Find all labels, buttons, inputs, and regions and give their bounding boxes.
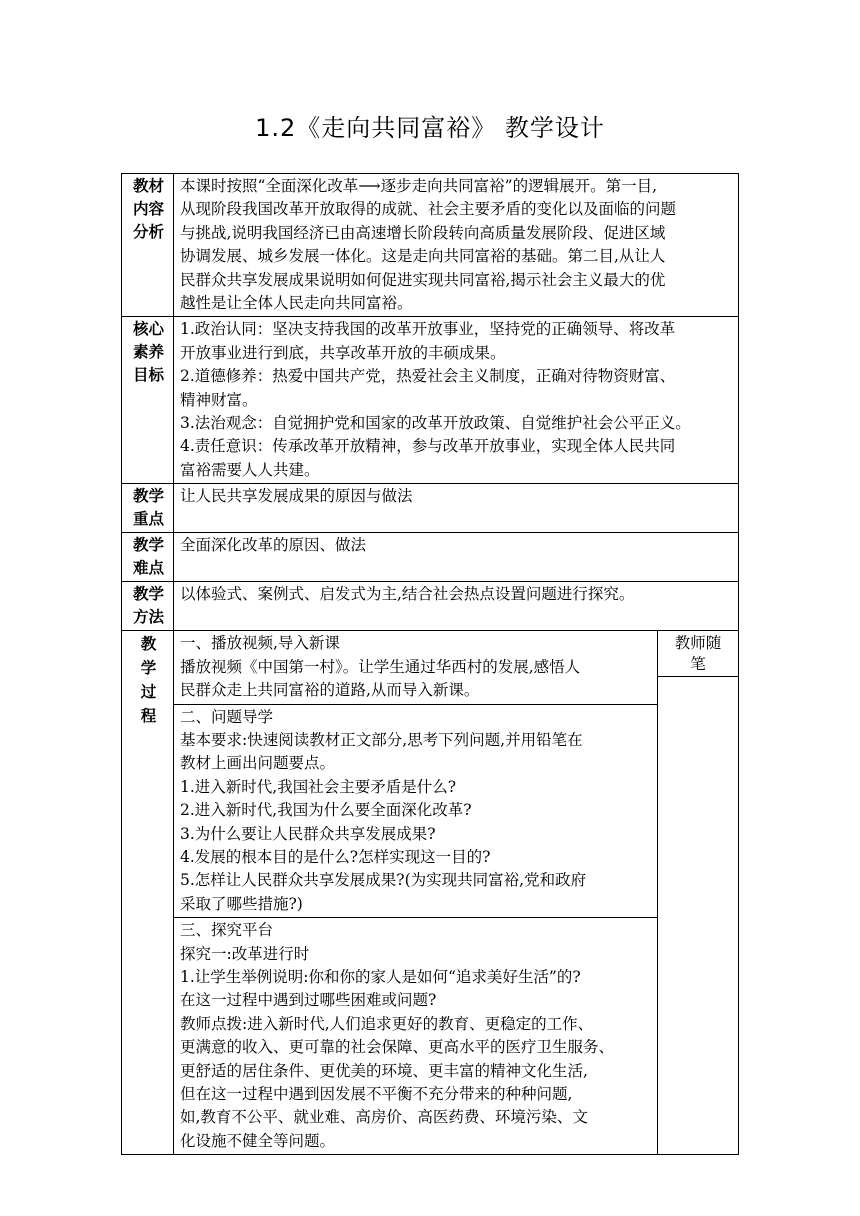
text-line: 2.进入新时代,我国为什么要全面深化改革?	[180, 801, 472, 820]
row-core-goals	[122, 317, 739, 484]
row-process-1	[122, 631, 739, 704]
text-line: 3.法治观念：自觉拥护党和国家的改革开放政策、自觉维护社会公平正义。	[180, 414, 691, 433]
text-line: 化设施不健全等问题。	[180, 1131, 336, 1150]
label-process	[122, 631, 174, 1155]
core-goals-content	[174, 317, 739, 484]
text-line: 1.进入新时代,我国社会主要矛盾是什么?	[180, 777, 457, 796]
label-line: 素养	[132, 343, 164, 362]
label-line: 难点	[132, 559, 164, 578]
label-core-goals	[122, 317, 174, 484]
label-line: 方法	[132, 608, 164, 627]
text-line: 与挑战,说明我国经济已由高速增长阶段转向高质量发展阶段、促进区域	[180, 223, 666, 242]
row-process-3	[122, 918, 739, 1155]
text-line: 二、问题导学	[180, 707, 274, 726]
row-textbook-analysis	[122, 174, 739, 317]
text-line: 5.怎样让人民群众共享发展成果?(为实现共同富裕,党和政府	[180, 871, 587, 890]
key-point-content: 让人民共享发展成果的原因与做法	[174, 484, 739, 533]
process-section-exploration	[174, 918, 658, 1155]
text-line: 三、探究平台	[180, 921, 274, 940]
label-line: 过	[140, 683, 157, 702]
row-process-2	[122, 704, 739, 918]
text-line: 在这一过程中遇到过哪些困难或问题?	[180, 991, 437, 1010]
page-title: 1.2《走向共同富裕》 教学设计	[255, 114, 605, 142]
text-line: 民群众走上共同富裕的道路,从而导入新课。	[180, 681, 480, 700]
text-line: 4.发展的根本目的是什么?怎样实现这一目的?	[180, 847, 491, 866]
label-line: 学	[140, 659, 157, 678]
teacher-notes-column	[658, 631, 739, 1155]
row-key-point	[122, 484, 739, 533]
text-line: 更舒适的居住条件、更优美的环境、更丰富的精神文化生活,	[180, 1061, 588, 1080]
text-line: 民群众共享发展成果说明如何促进实现共同富裕,揭示社会主义最大的优	[180, 270, 666, 289]
notes-label-line: 笔	[690, 655, 706, 674]
label-key-point	[122, 484, 174, 533]
text-line: 采取了哪些措施?)	[180, 894, 303, 913]
process-section-questions	[174, 704, 658, 918]
label-method	[122, 582, 174, 631]
text-line: 3.为什么要让人民群众共享发展成果?	[180, 824, 436, 843]
label-line: 教学	[132, 536, 164, 555]
row-difficulty	[122, 533, 739, 582]
text-line: 协调发展、城乡发展一体化。这是走向共同富裕的基础。第二目,从让人	[180, 247, 666, 266]
method-content: 以体验式、案例式、启发式为主,结合社会热点设置问题进行探究。	[174, 582, 739, 631]
text-line: 本课时按照“全面深化改革⟶逐步走向共同富裕”的逻辑展开。第一目,	[180, 177, 657, 195]
text-line: 越性是让全体人民走向共同富裕。	[180, 294, 413, 313]
text-line: 如,教育不公平、就业难、高房价、高医药费、环境污染、文	[180, 1108, 588, 1127]
text-line: 但在这一过程中遇到因发展不平衡不充分带来的种种问题,	[180, 1085, 573, 1103]
label-line: 目标	[132, 366, 164, 385]
label-line: 重点	[132, 510, 164, 529]
text-line: 4.责任意识：传承改革开放精神，参与改革开放事业，实现全体人民共同	[180, 437, 676, 456]
text-line: 富裕需要人人共建。	[180, 460, 320, 479]
process-section-intro	[174, 631, 658, 704]
label-line: 分析	[132, 223, 164, 241]
difficulty-content: 全面深化改革的原因、做法	[174, 533, 739, 582]
text-line: 1.政治认同：坚决支持我国的改革开放事业，坚持党的正确领导、将改革	[180, 320, 676, 339]
label-line: 程	[140, 707, 157, 726]
text-line: 基本要求:快速阅读教材正文部分,思考下列问题,并用铅笔在	[180, 730, 583, 749]
text-line: 2.道德修养：热爱中国共产党，热爱社会主义制度，正确对待物资财富、	[180, 367, 676, 386]
text-line: 开放事业进行到底，共享改革开放的丰硕成果。	[180, 343, 506, 362]
text-line: 教师点拨:进入新时代,人们追求更好的教育、更稳定的工作、	[180, 1014, 594, 1033]
label-line: 核心	[132, 320, 164, 339]
text-line: 更满意的收入、更可靠的社会保障、更高水平的医疗卫生服务、	[180, 1038, 615, 1057]
text-line: 教材上画出问题要点。	[180, 754, 336, 773]
row-method	[122, 582, 739, 631]
label-line: 内容	[132, 200, 164, 218]
label-line: 教学	[132, 585, 164, 604]
text-line: 一、播放视频,导入新课	[180, 634, 340, 653]
teacher-notes-header	[658, 631, 738, 677]
text-line: 1.让学生举例说明:你和你的家人是如何“追求美好生活”的?	[180, 967, 581, 986]
text-line: 播放视频《中国第一村》。让学生通过华西村的发展,感悟人	[180, 657, 581, 676]
text-line: 从现阶段我国改革开放取得的成就、社会主要矛盾的变化以及面临的问题	[180, 200, 677, 219]
notes-label-line: 教师随	[674, 634, 722, 653]
textbook-analysis-content	[174, 174, 739, 317]
text-line: 精神财富。	[180, 390, 258, 409]
label-difficulty	[122, 533, 174, 582]
text-line: 探究一:改革进行时	[180, 944, 310, 963]
label-line: 教	[140, 635, 157, 654]
label-line: 教材	[132, 177, 164, 195]
label-line: 教学	[132, 487, 164, 506]
label-textbook-analysis	[122, 174, 174, 317]
lesson-plan-table	[121, 173, 739, 1155]
